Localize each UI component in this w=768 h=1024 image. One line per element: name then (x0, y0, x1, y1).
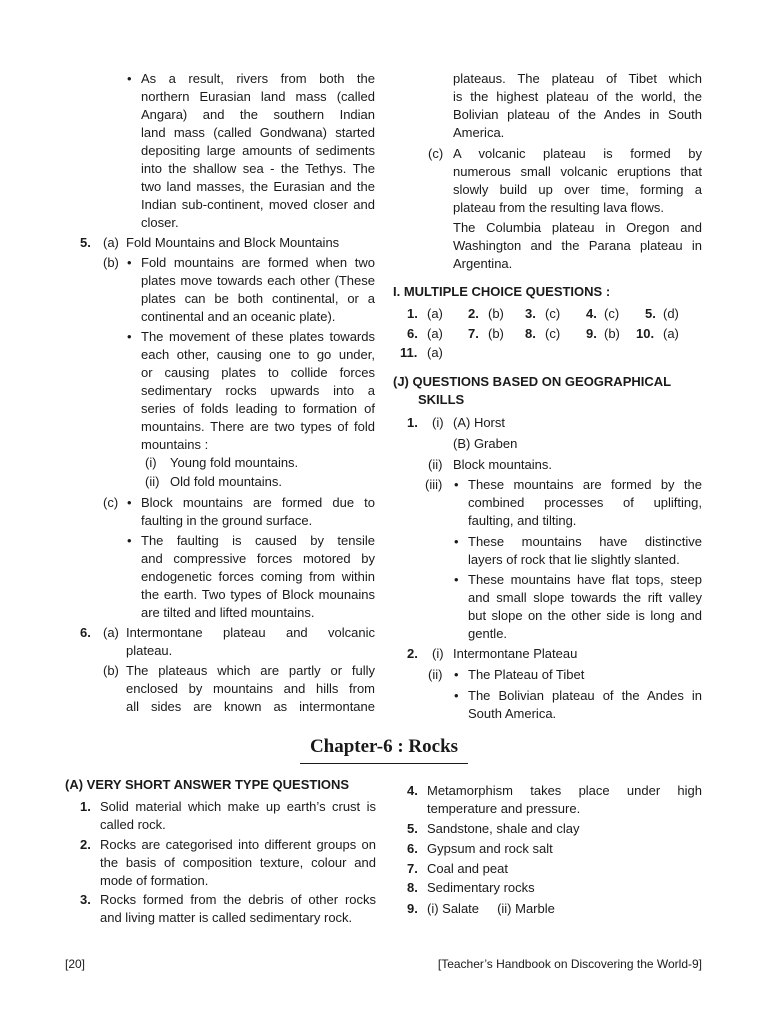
mcq-answer: (b) (604, 326, 620, 341)
sub-marker: (ii) (428, 667, 443, 682)
paragraph-line: These mountains have distinctive (468, 534, 702, 549)
paragraph-line: Indian sub-continent, moved closer and (141, 197, 375, 212)
paragraph-line: Gypsum and rock salt (427, 841, 553, 856)
paragraph-line: Metamorphism takes place under high (427, 783, 702, 798)
paragraph-line: These mountains are formed by the (468, 477, 702, 492)
bullet-dot: • (127, 495, 132, 510)
mcq-number: 9. (586, 326, 597, 341)
paragraph-line: Fold mountains are formed when two (141, 255, 375, 270)
mcq-answer: (a) (663, 326, 679, 341)
paragraph-line: slowly build up over time, forming a (453, 182, 702, 197)
question-number: 2. (80, 837, 91, 852)
paragraph-line: layers of rock that lie slightly slanted. (468, 552, 680, 567)
bullet-dot: • (454, 667, 459, 682)
bullet-dot: • (454, 688, 459, 703)
question-number: 1. (80, 799, 91, 814)
paragraph-line: These mountains have flat tops, steep (468, 572, 702, 587)
sub-marker: (b) (103, 663, 119, 678)
question-number: 8. (407, 880, 418, 895)
paragraph-line: plates move towards each other (These (141, 273, 375, 288)
mcq-answer: (c) (545, 326, 561, 341)
sub-marker: (a) (103, 625, 119, 640)
paragraph-line: or causing plates to collide forces (141, 365, 375, 380)
bullet-dot: • (454, 572, 459, 587)
section-heading: SKILLS (418, 392, 465, 407)
mcq-answer: (b) (488, 326, 504, 341)
sub-marker: (a) (103, 235, 119, 250)
mcq-answer: (d) (663, 306, 679, 321)
mcq-answer: (a) (427, 306, 443, 321)
paragraph-line: Rocks are categorised into different groups on (100, 837, 376, 852)
list-item: Young fold mountains. (170, 455, 299, 470)
mcq-number: 8. (525, 326, 536, 341)
question-number: 1. (407, 415, 418, 430)
paragraph-line: faulting in the ground surface. (141, 513, 313, 528)
paragraph-line: called rock. (100, 817, 166, 832)
bullet-dot: • (127, 533, 132, 548)
question-number: 5. (407, 821, 418, 836)
sub-marker: (ii) (428, 457, 443, 472)
sub-marker: (i) (432, 646, 444, 661)
paragraph-line: The faulting is caused by tensile (141, 533, 375, 548)
paragraph-line: Washington and the Parana plateau in (453, 238, 702, 253)
mcq-number: 6. (407, 326, 418, 341)
paragraph-line: Coal and peat (427, 861, 508, 876)
paragraph-line: endogenetic forces coming from within (141, 569, 375, 584)
section-heading: (A) VERY SHORT ANSWER TYPE QUESTIONS (65, 777, 350, 792)
question-number: 9. (407, 901, 418, 916)
chapter-title: Chapter-6 : Rocks (309, 736, 459, 757)
paragraph-line: Intermontane plateau and volcanic (126, 625, 375, 640)
mcq-answer: (a) (427, 326, 443, 341)
paragraph-line: mountains. There are two types of fold (141, 419, 375, 434)
question-number: 4. (407, 783, 418, 798)
paragraph-line: As a result, rivers from both the (141, 71, 375, 86)
paragraph-line: enclosed by mountains and hills from (126, 681, 375, 696)
sub-marker: (ii) (145, 474, 160, 489)
paragraph-line: but slope on the other side is long and (468, 608, 702, 623)
paragraph-line: is the highest plateau of the world, the (453, 89, 702, 104)
paragraph-line: Sandstone, shale and clay (427, 821, 580, 836)
paragraph-line: combined processes of uplifting, (468, 495, 702, 510)
paragraph-line: mountains : (141, 437, 209, 452)
paragraph-line: plateaus. The plateau of Tibet which (453, 71, 702, 86)
paragraph-line: depositing large amounts of sediments (141, 143, 375, 158)
page-number: [20] (65, 957, 86, 971)
mcq-answer: (c) (545, 306, 561, 321)
paragraph-line: Angara) and the southern Indian (141, 107, 375, 122)
question-number: 5. (80, 235, 91, 250)
paragraph-line: plateau from the resulting lava flows. (453, 200, 664, 215)
answer-text: (A) Horst (453, 415, 505, 430)
paragraph-line: and compressive forces motored by (141, 551, 375, 566)
paragraph-line: The plateaus which are partly or fully (126, 663, 375, 678)
paragraph-line: (i) Salate (ii) Marble (427, 901, 555, 916)
bullet-dot: • (454, 534, 459, 549)
paragraph-line: all sides are known as intermontane (126, 699, 375, 714)
mcq-answer: (b) (488, 306, 504, 321)
question-number: 6. (407, 841, 418, 856)
paragraph-line: northern Eurasian land mass (called (141, 89, 375, 104)
mcq-answer: (c) (604, 306, 620, 321)
paragraph-line: the basis of composition texture, colour and (100, 855, 376, 870)
paragraph-line: The Columbia plateau in Oregon and (453, 220, 702, 235)
sub-marker: (iii) (425, 477, 443, 492)
sub-marker: (c) (103, 495, 119, 510)
paragraph-line: land mass (called Gondwana) started (141, 125, 375, 140)
answer-text: Block mountains. (453, 457, 552, 472)
section-heading: I. MULTIPLE CHOICE QUESTIONS : (393, 284, 611, 299)
paragraph-line: gentle. (468, 626, 508, 641)
paragraph-line: continental and an oceanic plate). (141, 309, 336, 324)
question-number: 3. (80, 892, 91, 907)
mcq-number: 10. (636, 326, 655, 341)
bullet-dot: • (127, 329, 132, 344)
answer-text: Intermontane Plateau (453, 646, 578, 661)
question-number: 6. (80, 625, 91, 640)
paragraph-line: closer. (141, 215, 179, 230)
paragraph-line: South America. (468, 706, 557, 721)
mcq-number: 7. (468, 326, 479, 341)
paragraph-line: America. (453, 125, 505, 140)
paragraph-line: series of folds leading to formation of (141, 401, 375, 416)
mcq-number: 11. (400, 345, 418, 360)
paragraph-line: numerous small volcanic eruptions that (453, 164, 702, 179)
bullet-dot: • (127, 255, 132, 270)
paragraph-line: temperature and pressure. (427, 801, 581, 816)
paragraph-line: sedimentary rocks upwards into a (141, 383, 375, 398)
paragraph-line: and living matter is called sedimentary rock. (100, 910, 353, 925)
answer-text: Fold Mountains and Block Mountains (126, 235, 340, 250)
paragraph-line: each other, causing one to go under, (141, 347, 375, 362)
paragraph-line: plates can be both continental, or a (141, 291, 375, 306)
mcq-number: 1. (407, 306, 418, 321)
paragraph-line: Bolivian plateau of the Andes in South (453, 107, 702, 122)
bullet-dot: • (454, 477, 459, 492)
mcq-answer: (a) (427, 345, 443, 360)
paragraph-line: Sedimentary rocks (427, 880, 535, 895)
paragraph-line: Argentina. (453, 256, 513, 271)
answer-text: (B) Graben (453, 436, 518, 451)
question-number: 7. (407, 861, 418, 876)
paragraph-line: Rocks formed from the debris of other rocks (100, 892, 376, 907)
mcq-number: 5. (645, 306, 656, 321)
paragraph-line: mode of formation. (100, 873, 209, 888)
section-heading: (J) QUESTIONS BASED ON GEOGRAPHICAL (393, 374, 672, 389)
paragraph-line: A volcanic plateau is formed by (453, 146, 702, 161)
paragraph-line: are tilted and lifted mountains. (141, 605, 315, 620)
paragraph-line: into the shallow sea - the Tethys. The (141, 161, 375, 176)
paragraph-line: two land masses, the Eurasian and the (141, 179, 375, 194)
chapter-title-underline (300, 763, 468, 764)
paragraph-line: The Bolivian plateau of the Andes in (468, 688, 702, 703)
sub-marker: (b) (103, 255, 119, 270)
paragraph-line: the earth. Two types of Block mounains (141, 587, 375, 602)
paragraph-line: Block mountains are formed due to (141, 495, 375, 510)
paragraph-line: and small slope towards the rift valley (468, 590, 702, 605)
paragraph-line: faulting, and tilting. (468, 513, 577, 528)
paragraph-line: The movement of these plates towards (141, 329, 375, 344)
sub-marker: (c) (428, 146, 444, 161)
mcq-number: 3. (525, 306, 536, 321)
bullet-dot: • (127, 71, 132, 86)
question-number: 2. (407, 646, 418, 661)
sub-marker: (i) (145, 455, 157, 470)
list-item: Old fold mountains. (170, 474, 283, 489)
paragraph-line: plateau. (126, 643, 173, 658)
book-title: [Teacher’s Handbook on Discovering the World-9] (437, 957, 702, 971)
mcq-number: 2. (468, 306, 479, 321)
sub-marker: (i) (432, 415, 444, 430)
paragraph-line: Solid material which make up earth’s crust is (100, 799, 376, 814)
answer-text: The Plateau of Tibet (468, 667, 585, 682)
mcq-number: 4. (586, 306, 597, 321)
